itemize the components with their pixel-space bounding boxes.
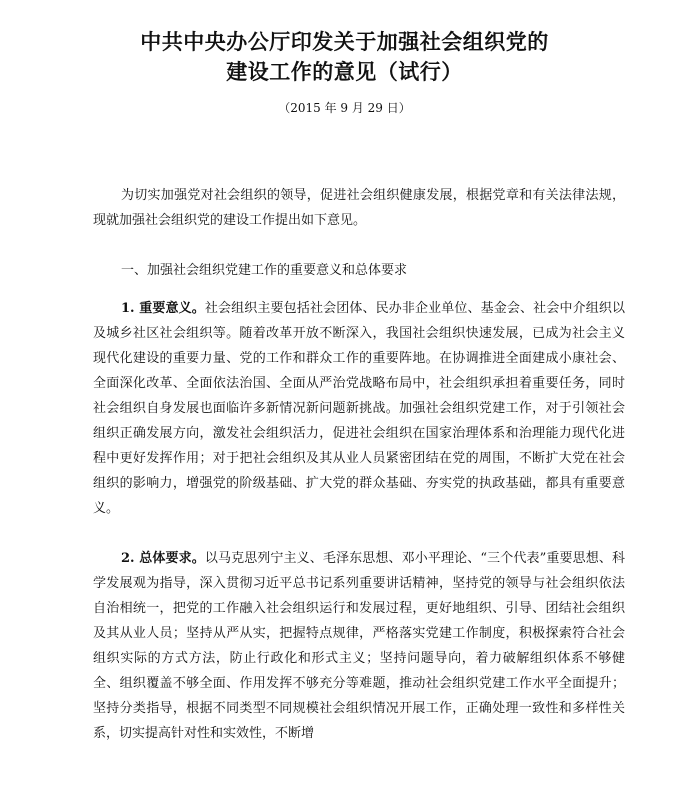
section-heading: 一、加强社会组织党建工作的重要意义和总体要求 xyxy=(121,263,408,278)
document-title-line2: 建设工作的意见（试行） xyxy=(226,60,463,84)
paragraph-requirements xyxy=(93,546,625,746)
document-title-line1: 中共中央办公厅印发关于加强社会组织党的 xyxy=(140,30,549,54)
item-label-importance: 1. 重要意义。 xyxy=(121,301,205,316)
document-date: （2015 年 9 月 29 日） xyxy=(278,101,411,115)
intro-paragraph: 为切实加强党对社会组织的领导，促进社会组织健康发展，根据党章和有关法律法规，现就加强社会组织党的建设工作提出如下意见。 xyxy=(93,188,625,228)
paragraph-importance xyxy=(93,296,625,521)
item-text-requirements: 以马克思列宁主义、毛泽东思想、邓小平理论、“三个代表”重要思想、科学发展观为指导，深入贯彻习近平总书记系列重要讲话精神，坚持党的领导与社会组织依法自治相统一，把党的工作融入社会组织运行和发展过程，更好地组织、引导、团结社会组织及其从业人员；坚持从严从实，把握特点规律，严格落实党建工作制度，积极探索符合社会组织实际的方式方法，防止行政化和形式主义；坚持问题导向，着力破解组织体系不够健全、组织覆盖不够全面、作用发挥不够充分等难题，推动社会组织党建工作水平全面提升；坚持分类指导，根据不同类型不同规模社会组织情况开展工作，正确处理一致性和多样性关系，切实提高针对性和实效性，不断增 xyxy=(93,551,625,741)
item-text-importance: 社会组织主要包括社会团体、民办非企业单位、基金会、社会中介组织以及城乡社区社会组织等。随着改革开放不断深入，我国社会组织快速发展，已成为社会主义现代化建设的重要力量、党的工作和群众工作的重要阵地。在协调推进全面建成小康社会、全面深化改革、全面依法治国、全面从严治党战略布局中，社会组织承担着重要任务，同时社会组织自身发展也面临许多新情况新问题新挑战。加强社会组织党建工作，对于引领社会组织正确发展方向，激发社会组织活力，促进社会组织在国家治理体系和治理能力现代化进程中更好发挥作用；对于把社会组织及其从业人员紧密团结在党的周围，不断扩大党在社会组织的影响力，增强党的阶级基础、扩大党的群众基础、夯实党的执政基础，都具有重要意义。 xyxy=(93,301,625,516)
item-label-requirements: 2. 总体要求。 xyxy=(121,551,205,566)
